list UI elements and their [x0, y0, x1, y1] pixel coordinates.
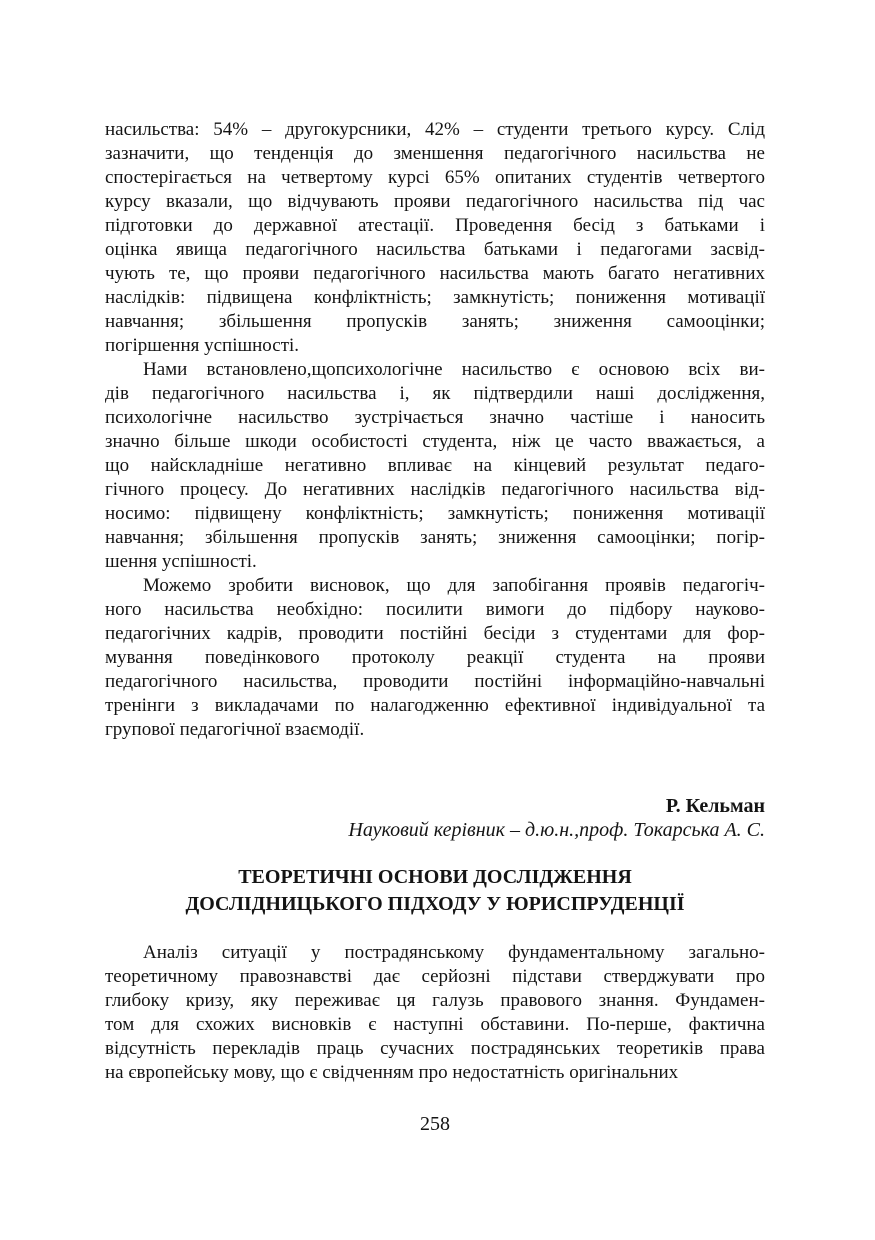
text-line: наслідків: підвищена конфліктність; замкнутість; пониження мотивації [105, 287, 765, 308]
section-heading-line-1: ТЕОРЕТИЧНІ ОСНОВИ ДОСЛІДЖЕННЯ [238, 866, 632, 888]
text-line: підготовки до державної атестації. Проведення бесід з батьками і [105, 215, 765, 236]
text-line: на європейську мову, що є свідченням про недостатність оригінальних [105, 1062, 679, 1083]
text-line: тренінги з викладачами по налагодженню ефективної індивідуальної та [105, 695, 765, 716]
author-name: Р. Кельман [665, 795, 765, 817]
body-paragraph-4 [105, 941, 765, 1085]
text-line: курсу вказали, що відчувають прояви педагогічного насильства під час [105, 191, 765, 212]
text-line: Можемо зробити висновок, що для запобігання проявів педагогіч- [143, 575, 765, 596]
text-line: Аналіз ситуації у пострадянському фундаментальному загально- [143, 942, 765, 963]
section-heading-line-2: ДОСЛІДНИЦЬКОГО ПІДХОДУ У ЮРИСПРУДЕНЦІЇ [185, 893, 685, 915]
text-line: педагогічного насильства, проводити постійні інформаційно-навчальні [105, 671, 765, 692]
text-line: глибоку кризу, яку переживає ця галузь правового знання. Фундамен- [105, 990, 765, 1011]
byline [105, 794, 765, 843]
text-line: відсутність перекладів праць сучасних пострадянських теоретиків права [105, 1038, 765, 1059]
text-line: погіршення успішності. [105, 335, 300, 356]
section-heading [105, 864, 765, 918]
text-line: що найскладніше негативно впливає на кінцевий результат педаго- [105, 455, 765, 476]
text-line: ного насильства необхідно: посилити вимоги до підбору науково- [105, 599, 765, 620]
text-line: психологічне насильство зустрічається значно частіше і наносить [105, 407, 765, 428]
text-line: гічного процесу. До негативних наслідків педагогічного насильства від- [105, 479, 765, 500]
text-line: шення успішності. [105, 551, 257, 572]
text-line: групової педагогічної взаємодії. [105, 719, 365, 740]
text-line: насильства: 54% – другокурсники, 42% – студенти третього курсу. Слід [105, 119, 765, 140]
text-line: значно більше шкоди особистості студента, ніж це часто вважається, а [105, 431, 765, 452]
text-line: навчання; збільшення пропусків занять; зниження самооцінки; [105, 311, 765, 332]
text-line: Нами встановлено,щопсихологічне насильство є основою всіх ви- [143, 359, 765, 380]
text-line: зазначити, що тенденція до зменшення педагогічного насильства не [105, 143, 765, 164]
supervisor-line: Науковий керівник – д.ю.н.,проф. Токарська А. С. [348, 819, 765, 841]
text-line: чують те, що прояви педагогічного насильства мають багато негативних [105, 263, 765, 284]
text-line: мування поведінкового протоколу реакції студента на прояви [105, 647, 765, 668]
body-paragraph-2 [105, 358, 765, 574]
text-line: педагогічних кадрів, проводити постійні бесіди з студентами для фор- [105, 623, 765, 644]
text-line: дів педагогічного насильства і, як підтвердили наші дослідження, [105, 383, 765, 404]
text-line: теоретичному правознавстві дає серйозні підстави стверджувати про [105, 966, 765, 987]
text-column [105, 118, 765, 1085]
text-line: спостерігається на четвертому курсі 65% опитаних студентів четвертого [105, 167, 765, 188]
text-line: оцінка явища педагогічного насильства батьками і педагогами засвід- [105, 239, 765, 260]
text-line: том для схожих висновків є наступні обставини. По-перше, фактична [105, 1014, 765, 1035]
body-paragraph-1 [105, 118, 765, 358]
text-line: носимо: підвищену конфліктність; замкнутість; пониження мотивації [105, 503, 765, 524]
body-paragraph-3 [105, 574, 765, 742]
page-number: 258 [420, 1113, 450, 1135]
text-line: навчання; збільшення пропусків занять; зниження самооцінки; погір- [105, 527, 765, 548]
